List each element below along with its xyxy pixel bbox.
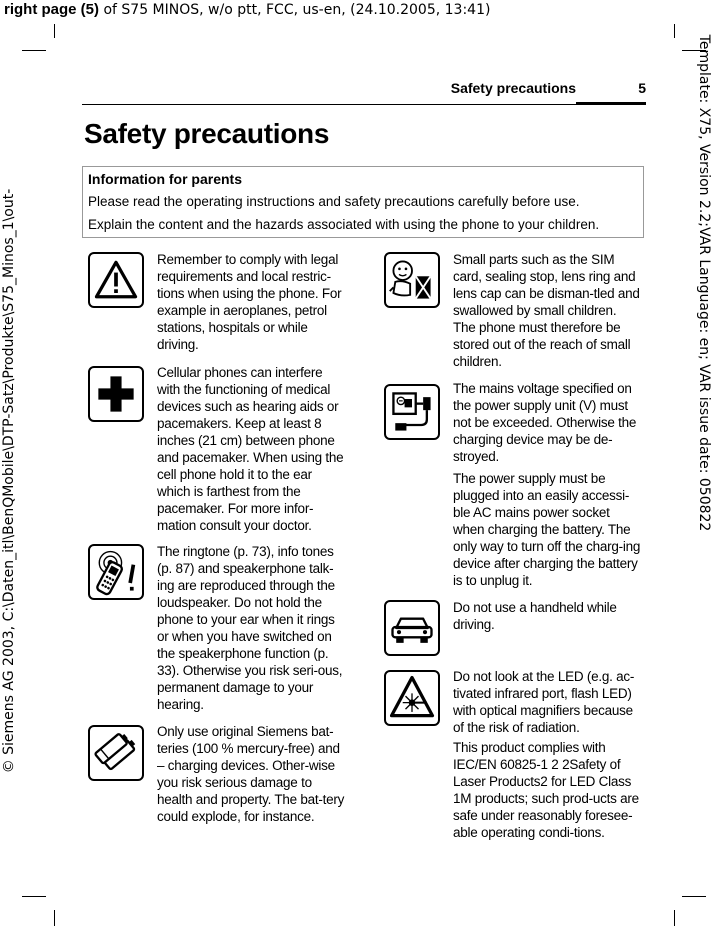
laser-warning-icon (384, 670, 440, 726)
small-parts-text: Small parts such as the SIM card, sealing stop, lens ring and lens cap can be disman-tled and swallowed by small children. The phone must therefore be stored out of the reach of small children. (453, 252, 640, 369)
laser-compliance-text: This product complies with IEC/EN 60825-1 2 2Safety of Laser Products2 for LED Class 1M products; such prod-ucts are safe under reasonably foresee-able operating condi-tions. (453, 740, 639, 840)
page-title: Safety precautions (84, 118, 330, 149)
crop-mark (22, 896, 46, 897)
page-number: 5 (638, 80, 646, 96)
mains-voltage-text: The mains voltage specified on the power supply unit (V) must not be exceeded. Otherwise the charging device may be de-stroyed. (453, 381, 637, 464)
phone-loudspeaker-warning-icon (88, 544, 144, 600)
hearing-damage-text: The ringtone (p. 73), info tones (p. 87) and speakerphone talk-ing are reproduced through the loudspeaker. Do not hold the phone to your ear when it rings or when you have switched on the speakerphone function (p. 33). Otherwise you risk seri-ous, permanent damage to your hearing. (157, 544, 343, 712)
crop-mark (54, 24, 55, 38)
print-metadata (4, 1, 490, 18)
crop-mark (54, 910, 55, 926)
warning-triangle-icon (88, 252, 144, 308)
battery-warning-text: Only use original Siemens bat-teries (100 % mercury-free) and – charging devices. Other-wise you risk serious damage to health and property. The bat-tery could explode, for instance. (157, 724, 345, 824)
parents-info-box (82, 166, 644, 238)
print-metadata-page: right page (5) (4, 1, 100, 18)
medical-devices-text: Cellular phones can interfere with the functioning of medical devices such as hearing aids or pacemakers. Keep at least 8 inches (21 cm) between phone and pacemaker. When using the cell phone hold it to the ear which is farthest from the pacemaker. For more infor-mation consult your doctor. (157, 365, 344, 533)
crop-mark (22, 50, 46, 51)
running-head-title: Safety precautions (450, 80, 576, 96)
crop-mark (682, 896, 706, 897)
info-box-heading: Information for parents (88, 171, 243, 187)
driving-warning-text: Do not use a handheld while driving. (453, 600, 617, 632)
power-supply-text: The power supply must be plugged into an easily accessi-ble AC mains power socket when charging the battery. The only way to turn off the charg-ing device after charging the battery is to unplug it. (453, 471, 641, 588)
mains-charger-icon (384, 384, 440, 440)
print-metadata-info: of S75 MINOS, w/o ptt, FCC, us-en, (24.10.2005, 13:41) (99, 2, 491, 18)
info-box-line: Explain the content and the hazards associated with using the phone to your children. (88, 217, 600, 232)
running-head (380, 80, 646, 104)
crop-mark (674, 910, 675, 926)
child-small-parts-icon (384, 252, 440, 308)
copyright-path-text: © Siemens AG 2003, C:\Daten_itl\BenQMobile\DTP-Satz\Produkte\S75_Minos_1\out- (1, 188, 17, 774)
crop-mark (674, 24, 675, 38)
legal-requirements-text: Remember to comply with legal requirements and local restric-tions when using the phone. For example in aeroplanes, petrol stations, hospitals or while driving. (157, 252, 342, 352)
template-info-text: Template: X75, Version 2.2;VAR Language: en; VAR issue date: 050822 (696, 34, 712, 532)
header-rule-accent (576, 102, 646, 105)
info-box-line: Please read the operating instructions and safety precautions carefully before use. (88, 194, 580, 209)
battery-icon (88, 725, 144, 781)
header-rule (82, 104, 646, 105)
car-icon (384, 600, 440, 656)
medical-cross-icon (88, 366, 144, 422)
led-warning-text: Do not look at the LED (e.g. ac-tivated infrared port, flash LED) with optical magnifiers because of the risk of radiation. (453, 669, 635, 735)
